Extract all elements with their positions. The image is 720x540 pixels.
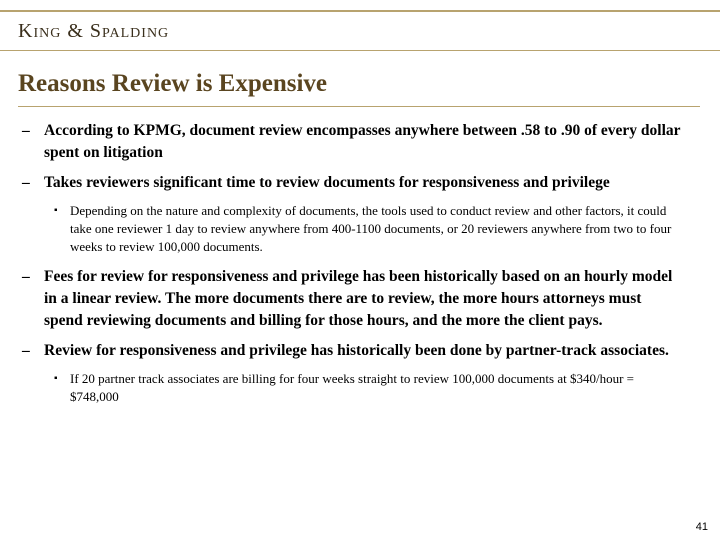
sub-bullet-cost-example — [22, 370, 682, 406]
bullet-kpmg — [22, 120, 682, 164]
slide-title: Reasons Review is Expensive — [18, 70, 328, 97]
bullet-dash: – — [22, 342, 30, 359]
sub-bullet-marker: ▪ — [54, 373, 58, 384]
bullet-text: According to KPMG, document review encompasses anywhere between .58 to .90 of every dollar spent on litigation — [44, 122, 681, 161]
sub-bullet-marker: ▪ — [54, 205, 58, 216]
page-number: 41 — [695, 521, 708, 533]
bullet-text: Fees for review for responsiveness and privilege has been historically based on an hourly model in a linear review. The more documents there are to review, the more hours attorneys must spend reviewing documents and billing for those hours, and the more the client pays. — [44, 268, 673, 329]
bullet-text: Review for responsiveness and privilege has historically been done by partner-track associates. — [44, 342, 669, 359]
bullet-text: Takes reviewers significant time to review documents for responsiveness and privilege — [44, 174, 610, 191]
title-rule — [18, 106, 700, 107]
sub-bullet-text: If 20 partner track associates are billing for four weeks straight to review 100,000 documents at $340/hour = $748,000 — [70, 371, 635, 404]
company-logo: King & Spalding — [18, 20, 170, 42]
bullet-reviewer-time — [22, 172, 682, 194]
bullet-dash: – — [22, 268, 30, 285]
header-rule — [0, 50, 720, 51]
sub-bullet-review-rate — [22, 202, 682, 256]
top-rule — [0, 10, 720, 12]
bullet-dash: – — [22, 174, 30, 191]
sub-bullet-text: Depending on the nature and complexity of documents, the tools used to conduct review and other factors, it could take one reviewer 1 day to review anywhere from 400-1100 documents, or 20 reviewers anywhere from two to four weeks to review 100,000 documents. — [70, 203, 672, 254]
slide-content — [22, 120, 682, 416]
bullet-dash: – — [22, 122, 30, 139]
bullet-fees — [22, 266, 682, 332]
bullet-associates — [22, 340, 682, 362]
